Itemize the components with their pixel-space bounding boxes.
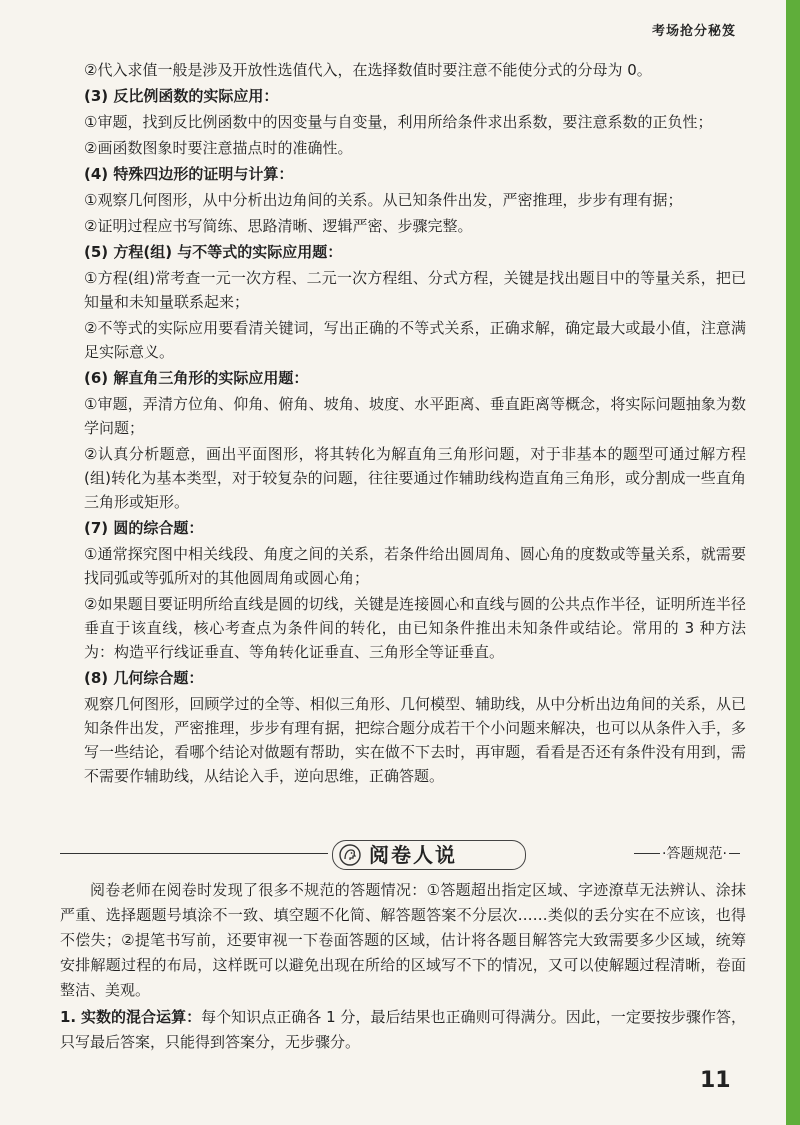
content-section-a (84, 58, 746, 790)
section-banner (60, 838, 740, 870)
paragraph: ②代入求值一般是涉及开放性选值代入，在选择数值时要注意不能使分式的分母为 0。 (84, 61, 652, 79)
paragraph: ①审题，弄清方位角、仰角、俯角、坡角、坡度、水平距离、垂直距离等概念，将实际问题抽象为数学问题； (84, 395, 746, 437)
divider-left (60, 853, 328, 854)
list-item-text: 每个知识点正确各 1 分，最后结果也正确则可得满分。因此，一定要按步骤作答，只写最后答案，只能得到答案分，无步骤分。 (60, 1008, 746, 1051)
content-section-b (60, 878, 746, 1057)
paragraph: ②认真分析题意，画出平面图形，将其转化为解直角三角形问题，对于非基本的题型可通过解方程(组)转化为基本类型，对于较复杂的问题，往往要通过作辅助线构造直角三角形，或分割成一些直角三角形或矩形。 (84, 445, 746, 511)
paragraph: ②证明过程应书写简练、思路清晰、逻辑严密、步骤完整。 (84, 217, 473, 235)
page-number: 11 (700, 1068, 731, 1093)
banner-badge (332, 840, 526, 870)
list-item (60, 1005, 746, 1055)
running-header: 考场抢分秘笈 (651, 24, 736, 39)
paragraph: ①通常探究图中相关线段、角度之间的关系，若条件给出圆周角、圆心角的度数或等量关系，就需要找同弧或等弧所对的其他圆周角或圆心角； (84, 545, 746, 587)
list-item-lead: 实数的混合运算： (80, 1008, 202, 1026)
speaking-head-icon (339, 844, 361, 866)
banner-right-label: ·答题规范· (662, 846, 727, 862)
paragraph: 阅卷老师在阅卷时发现了很多不规范的答题情况：①答题超出指定区域、字迹潦草无法辨认、涂抹严重、选择题题号填涂不一致、填空题不化简、解答题答案不分层次……类似的丢分实在不应该，也得不偿失；②提笔书写前，还要审视一下卷面答题的区域，估计将各题目解答完大致需要多少区域，统筹安排解题过程的布局，这样既可以避免出现在所给的区域写不下的情况，又可以使解题过程清晰，卷面整洁、美观。 (60, 881, 746, 999)
paragraph: ②画函数图象时要注意描点时的准确性。 (84, 139, 353, 157)
heading-8: (8) 几何综合题： (84, 669, 204, 687)
list-number: 1. (60, 1008, 77, 1026)
paragraph: ②不等式的实际应用要看清关键词，写出正确的不等式关系，正确求解，确定最大或最小值，注意满足实际意义。 (84, 319, 746, 361)
paragraph: ②如果题目要证明所给直线是圆的切线，关键是连接圆心和直线与圆的公共点作半径，证明所连半径垂直于该直线，核心考查点为条件间的转化，由已知条件推出未知条件或结论。常用的 3 种方法为：构造平行线证垂直、等角转化证垂直、三角形全等证垂直。 (84, 595, 746, 661)
paragraph: ①观察几何图形，从中分析出边角间的关系。从已知条件出发，严密推理，步步有理有据； (84, 191, 683, 209)
paragraph: ①方程(组)常考查一元一次方程、二元一次方程组、分式方程，关键是找出题目中的等量关系，把已知量和未知量联系起来； (84, 269, 746, 311)
heading-7: (7) 圆的综合题： (84, 519, 204, 537)
heading-3: (3) 反比例函数的实际应用： (84, 87, 279, 105)
paragraph: 观察几何图形，回顾学过的全等、相似三角形、几何模型、辅助线，从中分析出边角间的关系，从已知条件出发，严密推理，步步有理有据，把综合题分成若干个小问题来解决，也可以从条件入手，多写一些结论，看哪个结论对做题有帮助，实在做不下去时，再审题，看看是否还有条件没有用到，需不需要作辅助线，从结论入手，逆向思维，正确答题。 (84, 695, 746, 785)
page-edge-bar (786, 0, 800, 1125)
heading-6: (6) 解直角三角形的实际应用题： (84, 369, 309, 387)
banner-title: 阅卷人说 (369, 843, 457, 867)
heading-4: (4) 特殊四边形的证明与计算： (84, 165, 294, 183)
paragraph: ①审题，找到反比例函数中的因变量与自变量，利用所给条件求出系数，要注意系数的正负性； (84, 113, 713, 131)
heading-5: (5) 方程(组) 与不等式的实际应用题： (84, 243, 343, 261)
